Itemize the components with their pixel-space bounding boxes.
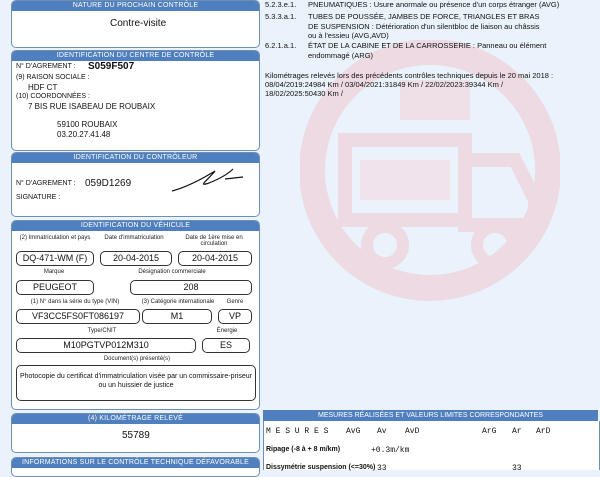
next-control-panel (11, 0, 260, 48)
center-agrement-value: S059F507 (88, 61, 135, 72)
phone: 03.20.27.41.48 (57, 130, 111, 139)
genre-label: Genre (226, 299, 244, 305)
signature-image (167, 165, 247, 195)
immat-value: DQ-471-WM (F) (16, 251, 94, 266)
next-control-header: NATURE DU PROCHAIN CONTRÔLE (12, 1, 259, 11)
previous-mileage-line1: 08/04/2019:24984 Km / 03/04/2021:31849 Km / 22/02/2023:39344 Km / (265, 80, 504, 89)
dissym-av: 33 (377, 464, 387, 473)
col-avg: AvG (346, 427, 361, 436)
raison-value: HDF CT (28, 83, 58, 92)
mileage-value: 55789 (122, 430, 150, 441)
center-panel (11, 50, 260, 151)
genre-value: VP (218, 309, 252, 324)
categ-value: M1 (142, 309, 212, 324)
marque-value: PEUGEOT (16, 280, 94, 295)
ripage-value: +0.3m/km (371, 446, 410, 455)
vehicle-header: IDENTIFICATION DU VÉHICULE (12, 221, 259, 231)
defect-code-2: 5.3.3.a.1. (265, 12, 297, 21)
immat-date-label: Date d'immatriculation (104, 235, 164, 241)
ripage-label: Ripage (-8 à + 8 m/km) (266, 446, 341, 453)
address-line2: 59100 ROUBAIX (57, 120, 118, 129)
docs-value: Photocopie du certificat d'immatriculation visée par un commissaire-priseur ou un huissier de justice (16, 365, 256, 401)
immat-date-value: 20-04-2015 (100, 251, 172, 266)
defect-text-2: TUBES DE POUSSÉE, JAMBES DE FORCE, TRIANGLES ET BRAS DE SUSPENSION : Détérioration d'un silentbloc de liaison au châssis ou à l'essieu (AVG,AVD) (308, 12, 540, 40)
signature-label: SIGNATURE : (16, 194, 61, 201)
defect-text-1: PNEUMATIQUES : Usure anormale ou présence d'un corps étranger (AVG) (308, 0, 560, 9)
vin-value: VF3CC5FS0FT086197 (16, 309, 140, 324)
vehicle-panel (11, 220, 260, 410)
defect-code-1: 5.2.3.e.1. (265, 0, 297, 9)
energie-label: Énergie (216, 328, 238, 334)
controller-panel (11, 152, 260, 217)
type-label: Type/CNIT (87, 328, 117, 334)
immat-label: (2) Immatriculation et pays (19, 235, 91, 241)
tech-info-panel (11, 457, 260, 477)
measures-header: MESURES RÉALISÉES ET VALEURS LIMITES CORRESPONDANTES (263, 410, 598, 421)
center-header: IDENTIFICATION DU CENTRE DE CONTRÔLE (12, 51, 259, 61)
controller-agrement-label: N° D'AGREMENT : (16, 180, 76, 187)
designation-value: 208 (130, 280, 252, 295)
center-agrement-label: N° D'AGREMENT : (16, 63, 76, 70)
address-line1: 7 BIS RUE ISABEAU DE ROUBAIX (28, 102, 156, 111)
first-circ-value: 20-04-2015 (178, 251, 252, 266)
dissym-label: Dissymétrie suspension (<=30%) (266, 464, 376, 471)
col-avd: AvD (405, 427, 420, 436)
energie-value: ES (202, 338, 250, 353)
defect-code-3: 6.2.1.a.1. (265, 41, 297, 50)
col-av: Av (377, 427, 387, 436)
previous-mileage-line2: 18/02/2025:50430 Km / (265, 89, 343, 98)
previous-mileage-intro: Kilométrages relevés lors des précédents contrôles techniques depuis le 20 mai 2018 : (265, 71, 554, 80)
measures-table (263, 421, 600, 473)
tech-info-header: INFORMATIONS SUR LE CONTRÔLE TECHNIQUE DÉFAVORABLE (12, 458, 259, 468)
raison-label: (9) RAISON SOCIALE : (16, 74, 90, 81)
docs-label: Document(s) présenté(s) (103, 356, 171, 362)
col-mesures: M E S U R E S (266, 427, 329, 436)
first-circ-label: Date de 1ère mise en circulation (185, 235, 243, 247)
col-arg: ArG (482, 427, 497, 436)
mileage-header: (4) KILOMÉTRAGE RELEVÉ (12, 414, 259, 424)
categ-label: (3) Catégorie internationale (141, 299, 215, 305)
defect-text-3: ÉTAT DE LA CABINE ET DE LA CARROSSERIE : Panneau ou élément endommagé (ARG) (308, 41, 547, 60)
marque-label: Marque (43, 269, 65, 275)
col-ar: Ar (512, 427, 522, 436)
controller-header: IDENTIFICATION DU CONTRÔLEUR (12, 153, 259, 163)
col-ard: ArD (536, 427, 551, 436)
next-control-value: Contre-visite (110, 18, 167, 29)
dissym-ar: 33 (512, 464, 522, 473)
designation-label: Désignation commerciale (138, 269, 206, 275)
vin-label: (1) N° dans la série du type (VIN) (30, 299, 120, 305)
mileage-panel (11, 413, 260, 453)
type-value: M10PGTVP012M310 (16, 338, 196, 353)
coord-label: (10) COORDONNÉES : (16, 93, 90, 100)
controller-agrement-value: 059D1269 (85, 178, 132, 189)
